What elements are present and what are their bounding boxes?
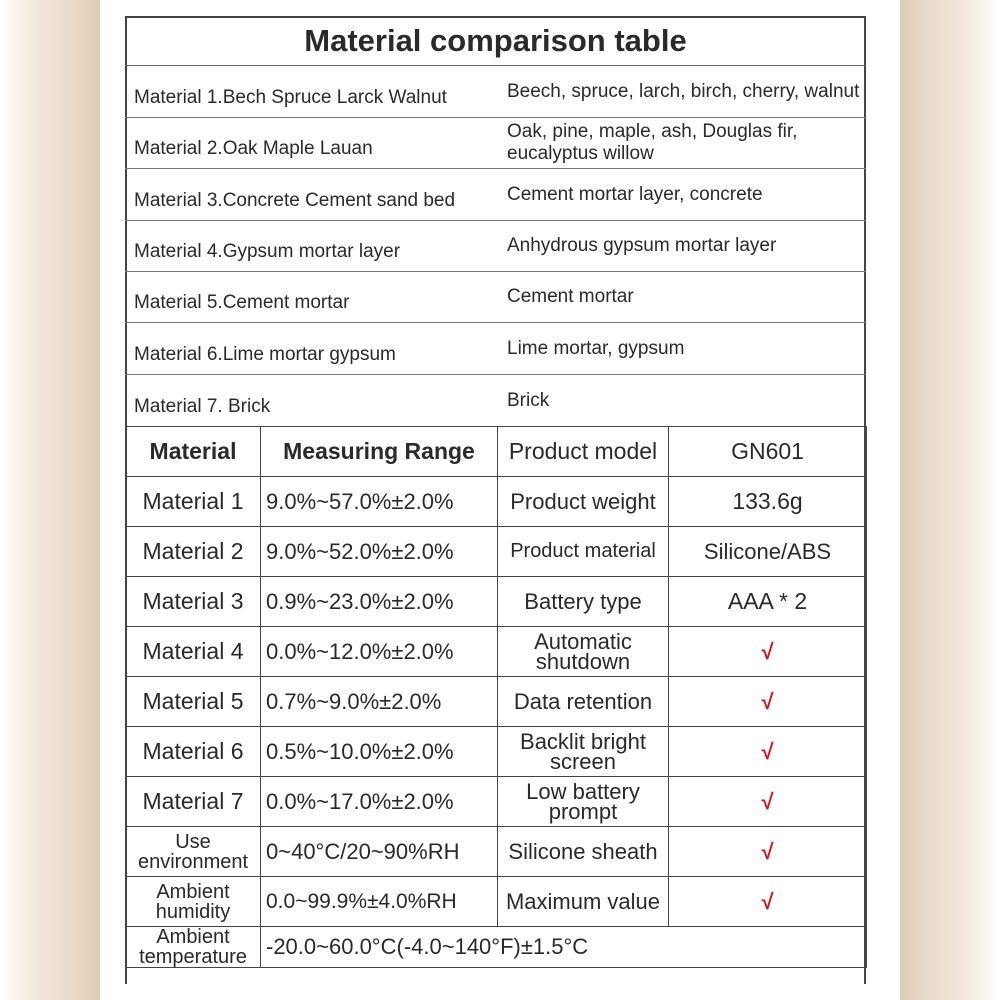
- material-desc: Cement mortar: [507, 286, 634, 307]
- material-desc: Brick: [507, 389, 550, 411]
- material-desc: Anhydrous gypsum mortar layer: [507, 235, 777, 256]
- row-material: Use environment: [126, 827, 261, 877]
- material-label: Material 2.Oak Maple Lauan: [134, 138, 373, 159]
- material-row-6: [125, 323, 866, 375]
- table-row: [126, 627, 867, 677]
- table-row: [126, 777, 867, 827]
- check-mark-icon: √: [669, 777, 867, 827]
- material-label: Material 3.Concrete Cement sand bed: [134, 190, 456, 211]
- spec-label: Low battery prompt: [498, 777, 669, 827]
- material-label: Material 7. Brick: [134, 396, 271, 417]
- row-material: Ambient temperature: [126, 927, 261, 968]
- check-mark-icon: √: [669, 827, 867, 877]
- row-range: 0.9%~23.0%±2.0%: [261, 577, 498, 627]
- check-mark-icon: √: [669, 877, 867, 927]
- material-label: Material 1.Bech Spruce Larck Walnut: [134, 87, 447, 108]
- row-material: Ambient humidity: [126, 877, 261, 927]
- row-material: Material 6: [126, 727, 261, 777]
- spec-value: AAA * 2: [669, 577, 867, 627]
- spec-value: GN601: [669, 427, 867, 477]
- table-row: [126, 827, 867, 877]
- spec-value: Silicone/ABS: [669, 527, 867, 577]
- row-range: 0.0%~17.0%±2.0%: [261, 777, 498, 827]
- row-range: 0.7%~9.0%±2.0%: [261, 677, 498, 727]
- spec-label: Maximum value: [498, 877, 669, 927]
- table-row: [126, 527, 867, 577]
- table-row: [126, 727, 867, 777]
- table-row: [126, 677, 867, 727]
- material-row-4: [125, 221, 866, 272]
- material-row-3: [125, 169, 866, 221]
- table-row: [126, 577, 867, 627]
- header-material: Material: [126, 427, 261, 477]
- check-mark-icon: √: [669, 627, 867, 677]
- right-beige-border: [900, 0, 1000, 1000]
- row-material: Material 4: [126, 627, 261, 677]
- page-title: Material comparison table: [125, 16, 866, 66]
- material-row-5: [125, 272, 866, 323]
- spec-label: Product material: [498, 527, 669, 577]
- spec-label: Silicone sheath: [498, 827, 669, 877]
- material-label: Material 4.Gypsum mortar layer: [134, 241, 401, 262]
- material-desc: Cement mortar layer, concrete: [507, 183, 763, 205]
- row-range: 0.5%~10.0%±2.0%: [261, 727, 498, 777]
- spec-label: Battery type: [498, 577, 669, 627]
- row-range: 0~40°C/20~90%RH: [261, 827, 498, 877]
- spec-label: Automatic shutdown: [498, 627, 669, 677]
- row-material: Material 3: [126, 577, 261, 627]
- header-range: Measuring Range: [261, 427, 498, 477]
- row-range: 0.0~99.9%±4.0%RH: [261, 877, 498, 927]
- spec-label: Backlit bright screen: [498, 727, 669, 777]
- row-range: 0.0%~12.0%±2.0%: [261, 627, 498, 677]
- row-material: Material 2: [126, 527, 261, 577]
- row-material: Material 7: [126, 777, 261, 827]
- left-beige-border: [0, 0, 100, 1000]
- material-desc: Lime mortar, gypsum: [507, 337, 685, 359]
- material-desc: Beech, spruce, larch, birch, cherry, walnut: [507, 80, 860, 102]
- check-mark-icon: √: [669, 677, 867, 727]
- row-range: -20.0~60.0°C(-4.0~140°F)±1.5°C: [261, 927, 867, 968]
- check-mark-icon: √: [669, 727, 867, 777]
- row-range: 9.0%~52.0%±2.0%: [261, 527, 498, 577]
- spec-label: Data retention: [498, 677, 669, 727]
- row-material: Material 1: [126, 477, 261, 527]
- table-row: [126, 877, 867, 927]
- table-row: [126, 477, 867, 527]
- table-row-last: [126, 927, 867, 968]
- spec-label: Product model: [498, 427, 669, 477]
- spec-table: [125, 426, 867, 968]
- material-label: Material 5.Cement mortar: [134, 292, 350, 313]
- material-row-2: [125, 118, 866, 169]
- spec-label: Product weight: [498, 477, 669, 527]
- row-range: 9.0%~57.0%±2.0%: [261, 477, 498, 527]
- table-header-row: [126, 427, 867, 477]
- material-desc: Oak, pine, maple, ash, Douglas fir, eucalyptus willow: [507, 121, 798, 164]
- row-material: Material 5: [126, 677, 261, 727]
- material-row-1: [125, 66, 866, 118]
- material-row-7: [125, 375, 866, 426]
- spec-value: 133.6g: [669, 477, 867, 527]
- material-label: Material 6.Lime mortar gypsum: [134, 344, 396, 365]
